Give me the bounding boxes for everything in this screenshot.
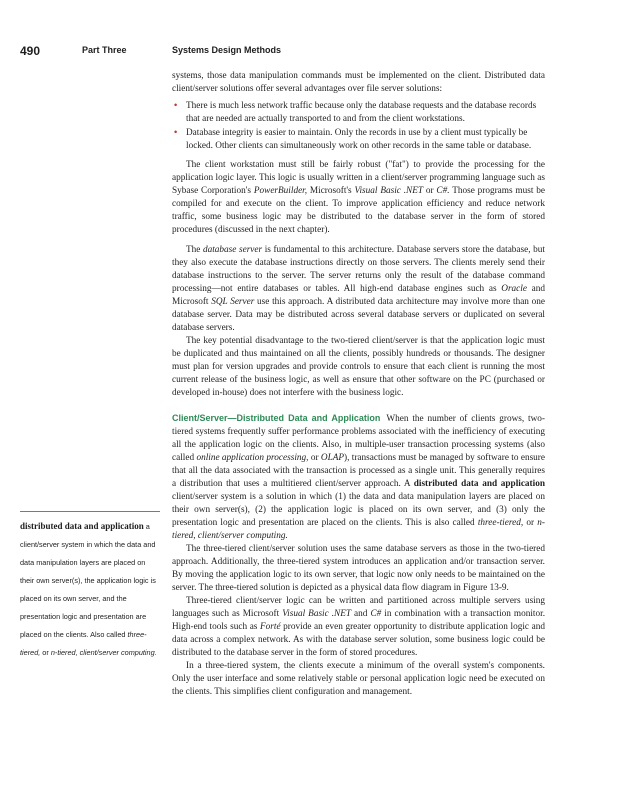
paragraph-three-tiered: The three-tiered client/server solution uses the same database servers as those in the two-tiered approach. Additionally, the three-tiered system introduces an application and/or transaction server. By moving the application logic to its own server, that logic now only needs to be maintained on the server. The three-tiered solution is depicted as a physical data flow diagram in Figure 13-9. xyxy=(172,544,545,593)
section-heading: Client/Server—Distributed Data and Application xyxy=(172,413,381,423)
paragraph-partitioning: Three-tiered client/server logic can be written and partitioned across multiple servers using languages such as Microsoft Visual Basic .NET and C# in combination with a transaction monitor. High-end tools such as Forté provide an even greater opportunity to distribute application logic and data across a complex network. As with the database server solution, some business logic could be distributed to the database server in the form of stored procedures. xyxy=(172,596,546,658)
paragraph-clients: In a three-tiered system, the clients execute a minimum of the overall system's components. Only the user interface and some relatively stable or personal application logic need be executed on the clients. This simplifies client configuration and management. xyxy=(172,661,545,697)
margin-definition-text: a client/server system in which the data and data manipulation layers are placed on their own server(s), the application logic is placed on its own server, and the presentation logic and presentation are placed on the clients. Also called three-tiered, or n-tiered, client/server computing. xyxy=(20,522,157,657)
advantages-list xyxy=(172,100,545,153)
margin-definition xyxy=(20,511,160,660)
list-item-text: Database integrity is easier to maintain. Only the records in use by a client must typically be locked. Other clients can simultaneously work on other records in the same table or database. xyxy=(186,128,532,151)
page-number: 490 xyxy=(20,44,41,58)
part-label: Part Three xyxy=(82,45,127,55)
list-item-text: There is much less network traffic because only the database requests and the database records that are needed are actually transported to and from the client workstations. xyxy=(186,101,537,124)
key-term: distributed data and application xyxy=(413,479,545,489)
section-distributed-data-application: Client/Server—Distributed Data and Application When the number of clients grows, two-tiered systems frequently suffer performance problems associated with the inefficiency of executing all the application logic on the clients. Also, in multiple-user transaction processing systems (also called online application processing, or OLAP), transactions must be managed by software to ensure that all the data associated with the transaction is processed as a single unit. This generally requires a distribution that uses a multitiered client/server approach. A distributed data and application client/server system is a solution in which (1) the data and data manipulation layers are placed on their own server(s), (2) the application logic is placed on its own server, and (3) only the presentation logic and presentation are placed on the clients. This is also called three-tiered, or n-tiered, client/server computing. xyxy=(172,413,546,541)
margin-term: distributed data and application xyxy=(20,521,144,531)
bullet-icon: • xyxy=(174,101,178,111)
bullet-icon: • xyxy=(174,128,178,138)
paragraph-fat-client: The client workstation must still be fairly robust ("fat") to provide the processing for the application logic layer. This logic is usually written in a client/server programming language such as Sybase Corporation's PowerBuilder, Microsoft's Visual Basic .NET or C#. Those programs must be compiled for and execute on the client. To improve application efficiency and reduce network traffic, some business logic may be distributed to the database server in the form of stored procedures (discussed in the next chapter). xyxy=(172,160,545,235)
list-item xyxy=(172,100,545,126)
paragraph-database-server: The database server is fundamental to this architecture. Database servers store the database, but they also execute the database instructions directly on those servers. The clients merely send their database instructions to the server. The server returns only the result of the database command processing—not entire databases or tables. All high-end database engines such as Oracle and Microsoft SQL Server use this approach. A distributed data architecture may involve more than one database server. Data may be distributed across several database servers or duplicated on several database servers. xyxy=(172,245,545,333)
intro-paragraph: systems, those data manipulation commands must be implemented on the client. Distributed data client/server solutions offer several advantages over file server solutions: xyxy=(172,71,545,94)
paragraph-disadvantage: The key potential disadvantage to the two-tiered client/server is that the application logic must be duplicated and thus maintained on all the clients, possibly hundreds or thousands. The designer must plan for version upgrades and provide controls to ensure that each client is running the most current release of the business logic, as well as ensure that other software on the PC (purchased or developed in-house) does not interfere with the business logic. xyxy=(172,336,545,398)
main-text-column xyxy=(172,70,545,699)
chapter-title: Systems Design Methods xyxy=(172,45,282,55)
list-item xyxy=(172,127,545,153)
